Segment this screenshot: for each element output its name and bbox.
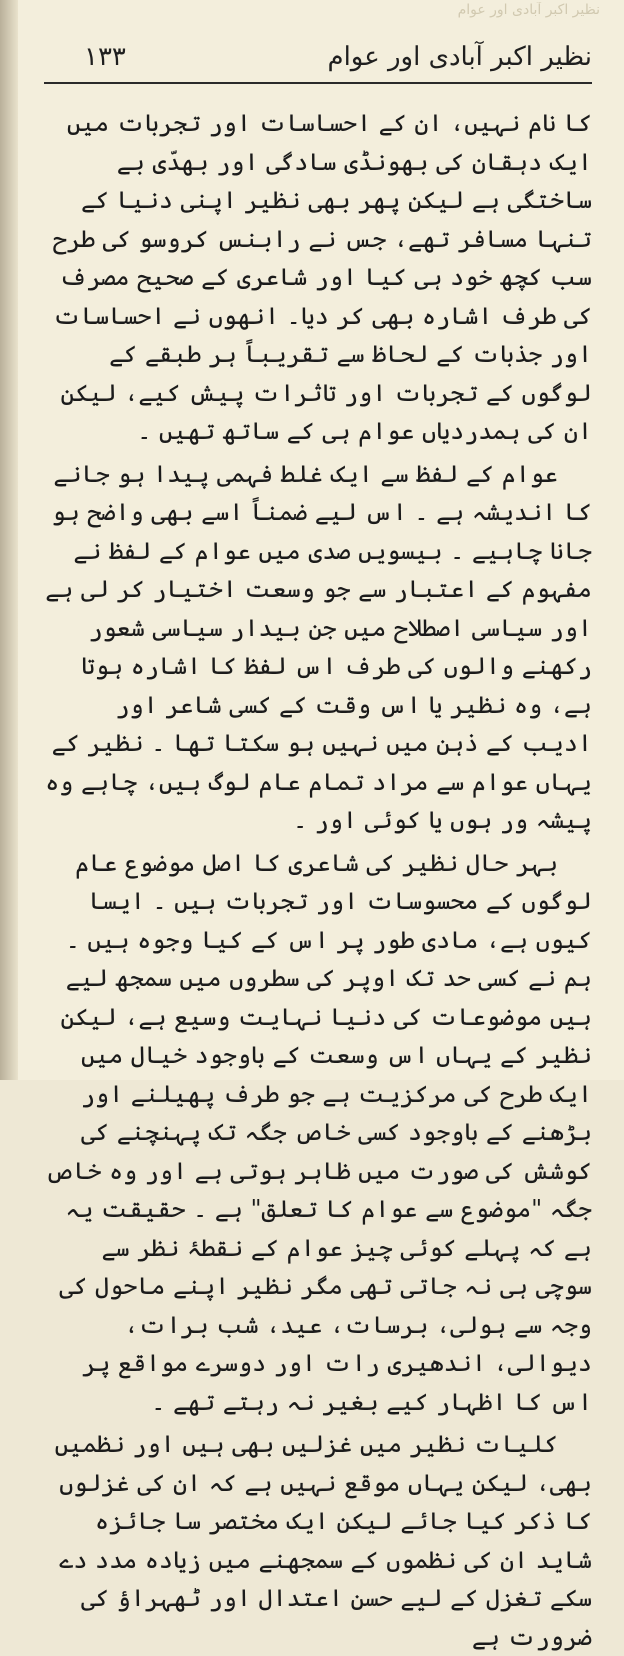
spine-shadow bbox=[0, 0, 18, 1080]
paragraph: عوام کے لفظ سے ایک غلط فہمی پیدا ہو جانے کا اندیشہ ہے ۔ اس لیے ضمناً اسے بھی واضح ہو جانا چاہیے ۔ بیسویں صدی میں عوام کے لفظ نے مفہوم کے اعتبار سے جو وسعت اختیار کر لی ہے اور سیاسی اصطلاح میں جن بیدار سیاسی شعور رکھنے والوں کی طرف اس لفظ کا اشارہ ہوتا ہے، وہ نظیر یا اس وقت کے کسی شاعر اور ادیب کے ذہن میں نہیں ہو سکتا تھا ۔ نظیر کے یہاں عوام سے مراد تمام عام لوگ ہیں، چاہے وہ پیشہ ور ہوں یا کوئی اور ۔ bbox=[45, 459, 592, 834]
running-head bbox=[44, 38, 592, 84]
paragraph: کا نام نہیں، ان کے احساسات اور تجربات میں ایک دہقان کی بھونڈی سادگی اور بھدّی بے ساختگی ہے لیکن پھر بھی نظیر اپنی دنیا کے تنہا مسافر تھے، جس نے رابنس کروسو کی طرح سب کچھ خود ہی کیا اور شاعری کے صحیح مصرف کی طرف اشارہ بھی کر دیا۔ انھوں نے احساسات اور جذبات کے لحاظ سے تقریباً ہر طبقے کے لوگوں کے تجربات اور تاثرات پیش کیے، لیکن ان کی ہمدردیاں عوام ہی کے ساتھ تھیں ۔ bbox=[52, 109, 592, 445]
paragraph: بہر حال نظیر کی شاعری کا اصل موضوع عام لوگوں کے محسوسات اور تجربات ہیں ۔ ایسا کیوں ہے، مادی طور پر اس کے کیا وجوہ ہیں ۔ ہم نے کسی حد تک اوپر کی سطروں میں سمجھ لیے ہیں موضوعات کی دنیا نہایت وسیع ہے، لیکن نظیر کے یہاں اس وسعت کے باوجود خیال میں ایک طرح کی مرکزیت ہے جو طرف پھیلنے اور بڑھنے کے باوجود کسی خاص جگہ تک پہنچنے کی کوشش کی صورت میں ظاہر ہوتی ہے اور وہ خاص جگہ "موضوع سے عوام کا تعلق" ہے ۔ حقیقت یہ ہے کہ پہلے کوئی چیز عوام کے نقطۂ نظر سے سوچی ہی نہ جاتی تھی مگر نظیر اپنے ماحول کی وجہ سے ہولی، برسات، عید، شب برات، دیوالی، اندھیری رات اور دوسرے مواقع پر اس کا اظہار کیے بغیر نہ رہتے تھے ۔ bbox=[45, 848, 592, 1416]
paragraph: کلیات نظیر میں غزلیں بھی ہیں اور نظمیں بھی، لیکن یہاں موقع نہیں ہے کہ ان کی غزلوں کا ذکر کیا جائے لیکن ایک مختصر سا جائزہ شاید ان کی نظموں کے سمجھنے میں زیادہ مدد دے سکے تغزل کے لیے حسن اعتدال اور ٹھہراؤ کی ضرورت ہے bbox=[54, 1430, 592, 1651]
running-head-title: نظیر اکبر آبادی اور عوام bbox=[327, 42, 592, 72]
page-number: ۱۳۳ bbox=[84, 42, 126, 72]
bleed-through-text: نظیر اکبر آبادی اور عوام bbox=[457, 2, 600, 18]
body-text bbox=[44, 104, 592, 1656]
